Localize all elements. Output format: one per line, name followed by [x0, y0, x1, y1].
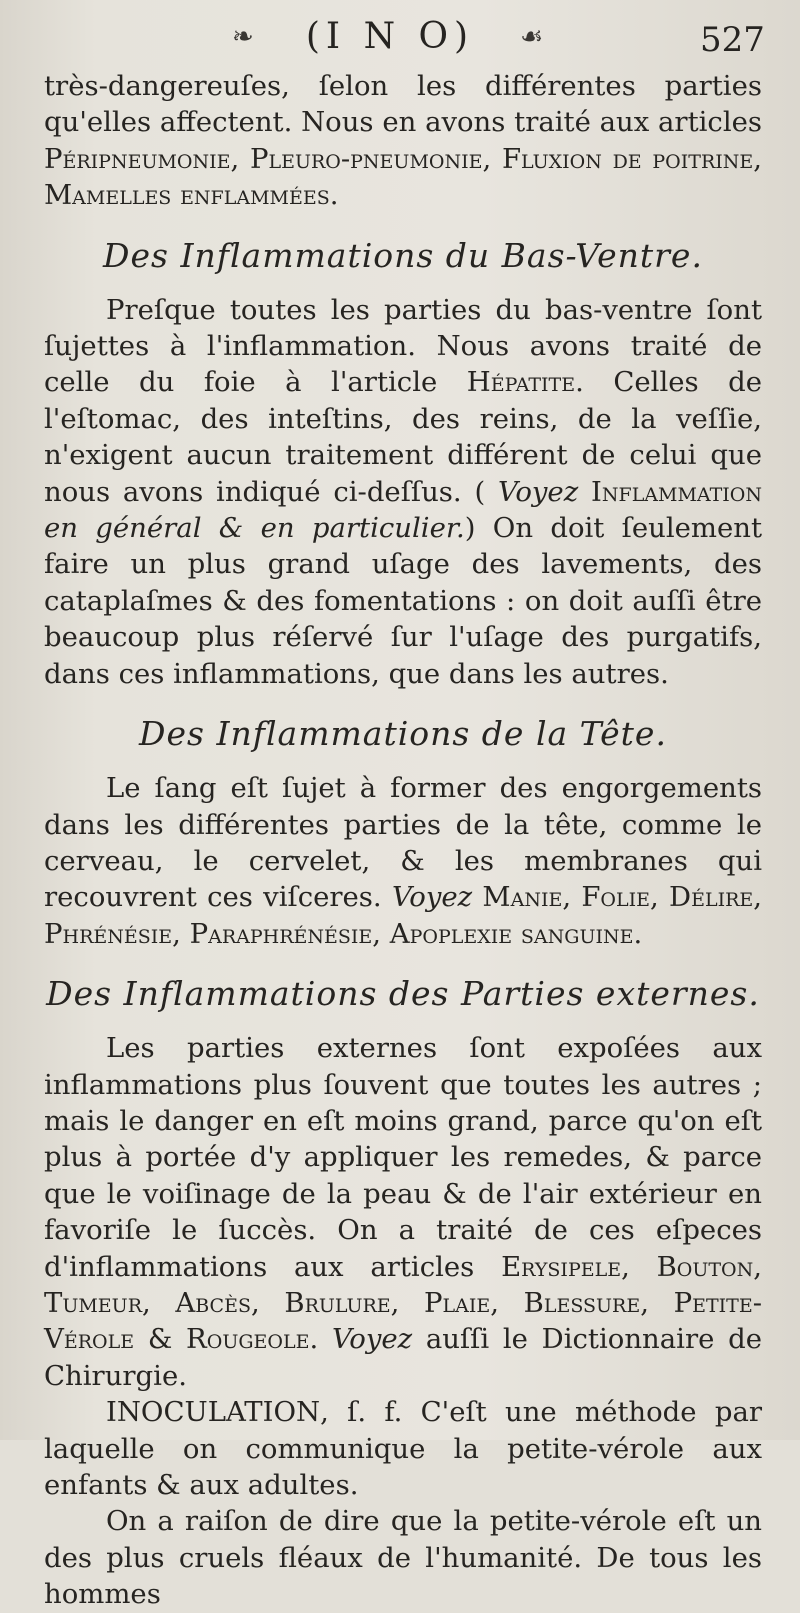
page-body: [44, 68, 762, 1613]
ornament-right-icon: ☙: [520, 22, 544, 52]
paragraph-parties-externes: Les parties externes ſont expoſées aux inflammations plus ſouvent que toutes les autres ; mais le danger en eſt moins grand, parce qu'on eſt plus à portée d'y appliquer les remedes, & parce que le voiſinage de la peau & de l'air extérieur en favoriſe le ſuccès. On a traité de ces eſpeces d'inflammations aux articles Erysipele, Bouton, Tumeur, Abcès, Brulure, Plaie, Blessure, Petite-Vérole & Rougeole. Voyez auſſi le Dictionnaire de Chirurgie.: [44, 1032, 762, 1392]
section-heading-bas-ventre: Des Inflammations du Bas-Ventre.: [103, 235, 703, 275]
entry-headword: INOCULATION: [106, 1396, 321, 1429]
ornament-left-icon: ❧: [232, 22, 254, 52]
section-heading-tete: Des Inflammations de la Tête.: [139, 714, 667, 754]
paragraph-continued: très-dangereuſes, ſelon les différentes parties qu'elles affectent. Nous en avons traité aux articles Péripneumonie, Pleuro-pneumonie, Fluxion de poitrine, Mamelles enflammées.: [44, 70, 762, 212]
running-title: (I N O): [305, 16, 475, 57]
paragraph-tete: Le ſang eſt ſujet à former des engorgements dans les différentes parties de la tête, comme le cerveau, le cervelet, & les membranes qui recouvrent ces viſceres. Voyez Manie, Folie, Délire, Phrénésie, Paraphrénésie, Apoplexie sanguine.: [44, 772, 762, 950]
page-number: 527: [700, 20, 765, 60]
paragraph-petite-verole: On a raiſon de dire que la petite-vérole eſt un des plus cruels fléaux de l'humanité. De tous les hommes: [44, 1505, 762, 1611]
section-heading-parties-externes: Des Inflammations des Parties externes.: [46, 974, 760, 1014]
entry-inoculation: INOCULATION, ſ. f. C'eſt une méthode par laquelle on communique la petite-vérole aux enfants & aux adultes.: [44, 1396, 762, 1501]
page-header: [0, 14, 800, 62]
paragraph-bas-ventre: Preſque toutes les parties du bas-ventre ſont ſujettes à l'inflammation. Nous avons traité de celle du foie à l'article Hépatite. Celles de l'eſtomac, des inteſtins, des reins, de la veſſie, n'exigent aucun traitement différent de celui que nous avons indiqué ci-deſſus. ( Voyez Inflammation en général & en particulier.) On doit ſeulement faire un plus grand uſage des lavements, des cataplaſmes & des fomentations : on doit auſſi être beaucoup plus réſervé ſur l'uſage des purgatifs, dans ces inflammations, que dans les autres.: [44, 293, 763, 690]
